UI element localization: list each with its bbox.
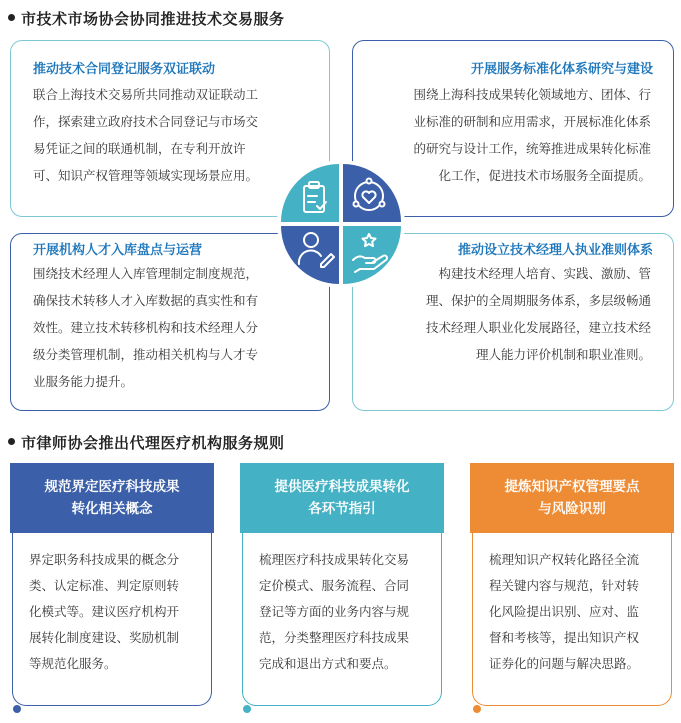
column-header: 提炼知识产权管理要点 与风险识别: [470, 463, 674, 533]
section2-title: 市律师协会推出代理医疗机构服务规则: [21, 434, 285, 452]
card-title: 开展服务标准化体系研究与建设: [470, 62, 653, 77]
quadrant-tr: [343, 164, 401, 222]
column-text: 梳理知识产权转化路径全流 程关键内容与规范，针对转 化风险提出识别、应对、监 督和考核等，提出知识产权 证券化的问题与解决思路。: [489, 552, 640, 671]
quadrant-br: [343, 226, 401, 284]
column-end-dot: [473, 705, 481, 713]
column-text: 界定职务科技成果的概念分 类、认定标准、判定原则转 化模式等。建议医疗机构开 展转化制度建设、奖励机制 等规范化服务。: [29, 552, 180, 671]
bullet-dot: [8, 14, 15, 21]
column-body: [12, 533, 212, 706]
center-quadrant-graphic: [277, 160, 405, 288]
card-text: 围绕上海科技成果转化领域地方、团体、行 业标准的研制和应用需求，开展标准化体系 的研究与设计工作，统筹推进成果转化标准 化工作，促进技术市场服务全面提质。: [413, 87, 651, 183]
bullet-dot: [8, 438, 15, 445]
column-body: [472, 533, 672, 706]
column-header: 提供医疗科技成果转化 各环节指引: [240, 463, 444, 533]
column-text: 梳理医疗科技成果转化交易 定价模式、服务流程、合同 登记等方面的业务内容与规 范，分类整理医疗科技成果 完成和退出方式和要点。: [259, 552, 410, 671]
card-text: 围绕技术经理人入库管理制定制度规范， 确保技术转移人才入库数据的真实性和有 效性。建立技术转移机构和技术经理人分 级分类管理机制，推动相关机构与人才专 业服务能力提升。: [33, 266, 259, 389]
card-title: 推动设立技术经理人执业准则体系: [457, 243, 653, 258]
column-body: [242, 533, 442, 706]
quadrant-tl: [281, 164, 339, 222]
column-end-dot: [243, 705, 251, 713]
section1-title: 市技术市场协会协同推进技术交易服务: [21, 10, 285, 28]
card-title: 推动技术合同登记服务双证联动: [33, 62, 216, 77]
section2-heading: [8, 432, 285, 453]
column-process-guidance: [240, 463, 444, 706]
column-ip-risk: [470, 463, 674, 706]
card-title: 开展机构人才入库盘点与运营: [33, 243, 203, 258]
column-header: 规范界定医疗科技成果 转化相关概念: [10, 463, 214, 533]
column-concept-definition: [10, 463, 214, 706]
card-text: 联合上海技术交易所共同推动双证联动工 作，探索建立政府技术合同登记与市场交 易凭证之间的联通机制，在专利开放许 可、知识产权管理等领域实现场景应用。: [33, 87, 259, 183]
card-text: 构建技术经理人培育、实践、激励、管 理、保护的全周期服务体系，多层级畅通 技术经理人职业化发展路径，建立技术经 理人能力评价机制和职业准则。: [425, 266, 651, 362]
section1-heading: [8, 8, 285, 29]
column-end-dot: [13, 705, 21, 713]
